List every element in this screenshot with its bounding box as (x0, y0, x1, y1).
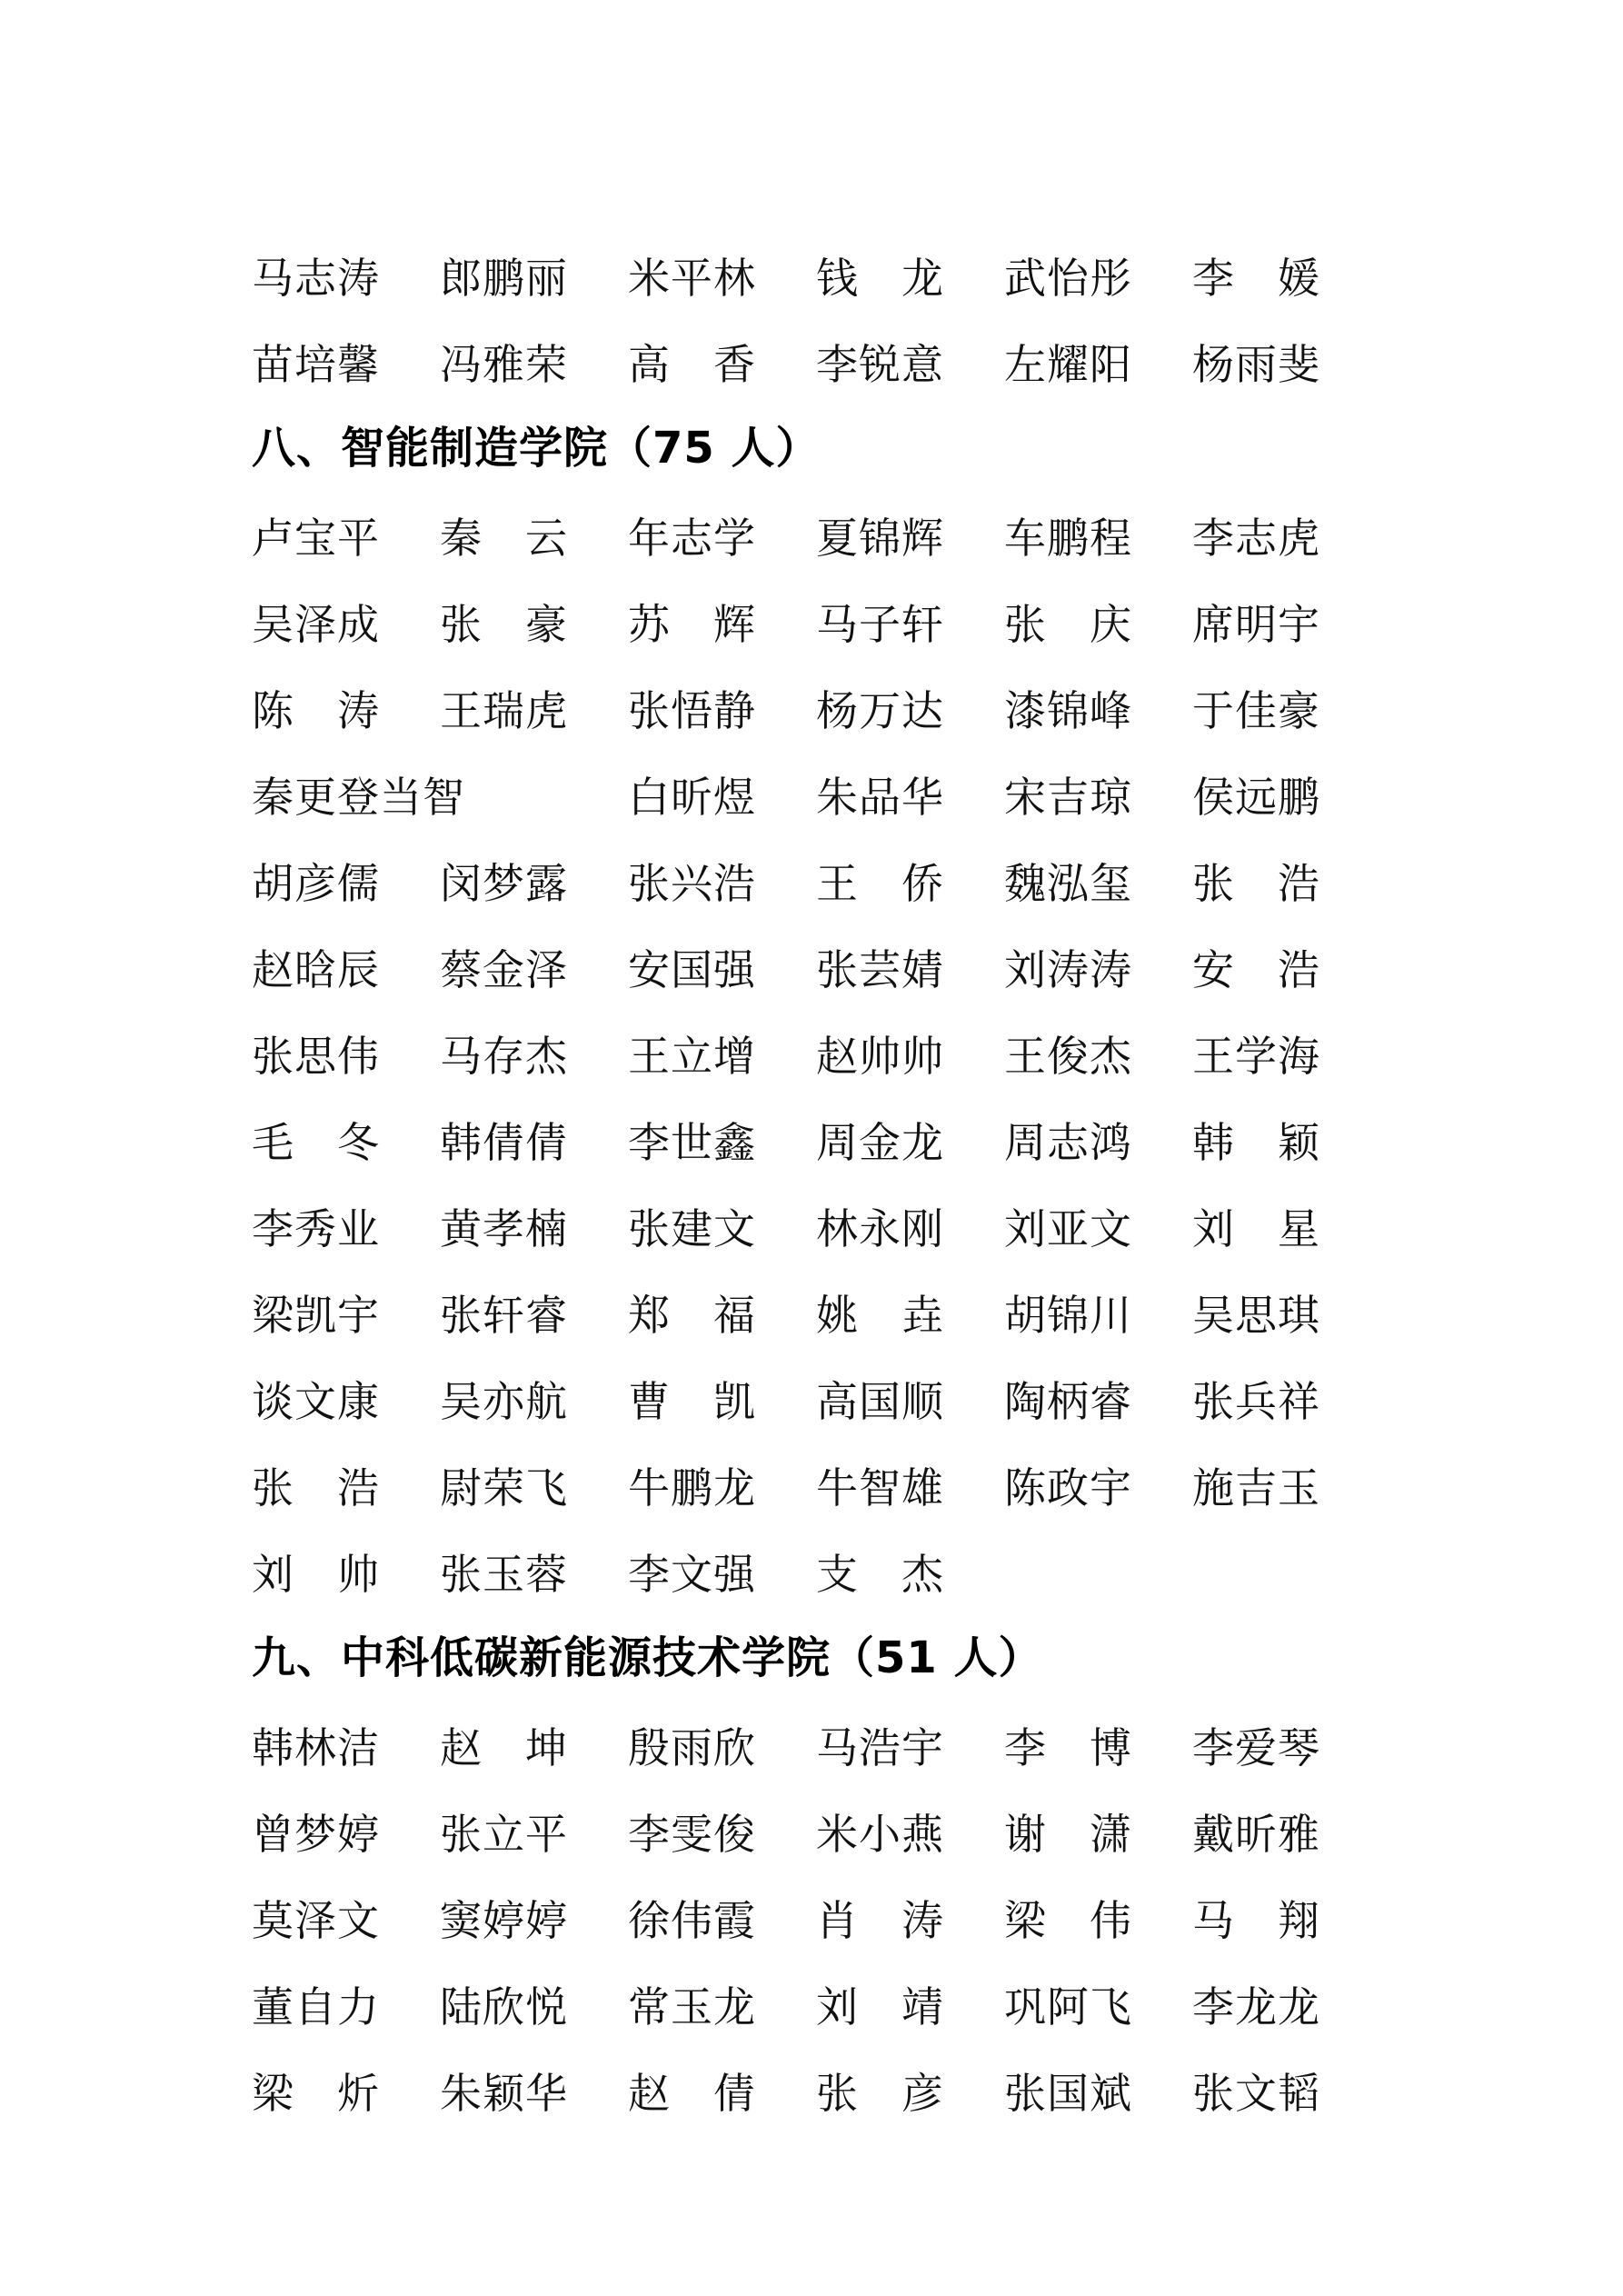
name-item: 常玉龙 (628, 1982, 756, 2031)
name-item: 赵帅帅 (816, 1031, 944, 1081)
name-item: 李 媛 (1192, 253, 1320, 303)
name-item: 冯雅荣 (440, 339, 568, 389)
name-item: 张 浩 (252, 1462, 380, 1512)
name-item: 李世鑫 (628, 1117, 756, 1167)
name-item: 梁凯宇 (252, 1290, 380, 1340)
name-item: 张兵祥 (1192, 1376, 1320, 1426)
name-item: 王 侨 (816, 858, 944, 908)
name-item: 刘 星 (1192, 1203, 1320, 1253)
name-item: 张芸婧 (816, 944, 944, 994)
name-item: 蔡金泽 (440, 944, 568, 994)
name-item: 安国强 (628, 944, 756, 994)
name-item: 漆锦峰 (1004, 685, 1132, 735)
name-item: 米平林 (628, 253, 756, 303)
name-item: 张思伟 (252, 1031, 380, 1081)
name-item: 杨万达 (816, 685, 944, 735)
name-item: 马志涛 (252, 253, 380, 303)
name-item: 年志学 (628, 513, 756, 563)
name-item: 李文强 (628, 1549, 756, 1599)
name-item: 白昕煜 (628, 772, 756, 822)
name-item: 梁 炘 (252, 2068, 380, 2118)
name-item: 董自力 (252, 1982, 380, 2031)
name-item: 张 彦 (816, 2068, 944, 2118)
name-item: 刘 靖 (816, 1982, 944, 2031)
name-item: 陶柄睿 (1004, 1376, 1132, 1426)
name-item: 张国斌 (1004, 2068, 1132, 2118)
name-item: 巩阿飞 (1004, 1982, 1132, 2031)
name-item: 张建文 (628, 1203, 756, 1253)
name-row (252, 1355, 1415, 1442)
name-row (252, 232, 1415, 318)
name-row (252, 1874, 1415, 1961)
name-item: 赵 坤 (440, 1722, 568, 1772)
section-heading: 九、中科低碳新能源技术学院（51 人） (252, 1632, 1043, 1683)
name-item: 张 豪 (440, 599, 568, 649)
name-item: 支 杰 (816, 1549, 944, 1599)
name-row (252, 1442, 1415, 1528)
name-item: 张玉蓉 (440, 1549, 568, 1599)
name-item: 钱 龙 (816, 253, 944, 303)
name-item: 牛鹏龙 (628, 1462, 756, 1512)
name-row (252, 664, 1415, 751)
name-item: 周志鸿 (1004, 1117, 1132, 1167)
name-item: 施吉玉 (1192, 1462, 1320, 1512)
name-item: 刘涛涛 (1004, 944, 1132, 994)
name-item: 朱品华 (816, 772, 944, 822)
name-item: 李 博 (1004, 1722, 1132, 1772)
name-item: 陈 涛 (252, 685, 380, 735)
name-item: 秦更登当智 (252, 772, 465, 822)
name-item: 谈文康 (252, 1376, 380, 1426)
name-item: 魏泓玺 (1004, 858, 1132, 908)
name-item: 张 浩 (1192, 858, 1320, 908)
name-row (252, 1183, 1415, 1269)
name-item: 苏 辉 (628, 599, 756, 649)
name-item: 高国顺 (816, 1376, 944, 1426)
name-row (252, 1702, 1415, 1788)
name-item: 赵晗辰 (252, 944, 380, 994)
name-row (252, 492, 1415, 578)
name-item: 张轩睿 (440, 1290, 568, 1340)
name-item: 王俊杰 (1004, 1031, 1132, 1081)
name-item: 李雯俊 (628, 1809, 756, 1859)
name-item: 胡彦儒 (252, 858, 380, 908)
name-item: 周金龙 (816, 1117, 944, 1167)
name-item: 徐伟霞 (628, 1895, 756, 1945)
name-row (252, 1010, 1415, 1096)
name-item: 尉荣飞 (440, 1462, 568, 1512)
name-item: 赵 倩 (628, 2068, 756, 2118)
name-item: 毛 冬 (252, 1117, 380, 1167)
name-item: 李志虎 (1192, 513, 1320, 563)
name-row (252, 318, 1415, 404)
name-item: 张立平 (440, 1809, 568, 1859)
name-row (252, 1096, 1415, 1183)
name-item: 韩林洁 (252, 1722, 380, 1772)
name-item: 曾梦婷 (252, 1809, 380, 1859)
name-item: 吴思琪 (1192, 1290, 1320, 1340)
name-item: 李爱琴 (1192, 1722, 1320, 1772)
name-row (252, 837, 1415, 923)
name-item: 刘 帅 (252, 1549, 380, 1599)
name-item: 王立增 (628, 1031, 756, 1081)
name-item: 李龙龙 (1192, 1982, 1320, 2031)
name-item: 王学海 (1192, 1031, 1320, 1081)
name-item: 梁 伟 (1004, 1895, 1132, 1945)
name-item: 牛智雄 (816, 1462, 944, 1512)
name-item: 胡锦川 (1004, 1290, 1132, 1340)
name-item: 郎鹏丽 (440, 253, 568, 303)
name-item: 左耀阳 (1004, 339, 1132, 389)
name-item: 姚 垚 (816, 1290, 944, 1340)
name-item: 吴亦航 (440, 1376, 568, 1426)
name-item: 安 浩 (1192, 944, 1320, 994)
name-item: 陆欣悦 (440, 1982, 568, 2031)
name-item: 车鹏程 (1004, 513, 1132, 563)
name-item: 武怡彤 (1004, 253, 1132, 303)
name-item: 谢 潇 (1004, 1809, 1132, 1859)
name-item: 殷雨欣 (628, 1722, 756, 1772)
name-row (252, 751, 1415, 837)
name-item: 于佳豪 (1192, 685, 1320, 735)
name-item: 夏锦辉 (816, 513, 944, 563)
name-item: 黄孝楠 (440, 1203, 568, 1253)
name-item: 吴泽成 (252, 599, 380, 649)
name-item: 陈政宇 (1004, 1462, 1132, 1512)
name-row (252, 2047, 1415, 2133)
name-item: 刘亚文 (1004, 1203, 1132, 1253)
name-item: 张文韬 (1192, 2068, 1320, 2118)
section-heading: 八、智能制造学院（75 人） (252, 423, 821, 474)
name-row (252, 1961, 1415, 2047)
name-item: 闵梦露 (440, 858, 568, 908)
name-item: 戴昕雅 (1192, 1809, 1320, 1859)
name-item: 秦 云 (440, 513, 568, 563)
name-item: 马 翔 (1192, 1895, 1320, 1945)
name-item: 郑 福 (628, 1290, 756, 1340)
name-row (252, 578, 1415, 664)
name-item: 张 庆 (1004, 599, 1132, 649)
name-item: 李秀业 (252, 1203, 380, 1253)
name-item: 马存杰 (440, 1031, 568, 1081)
name-item: 肖 涛 (816, 1895, 944, 1945)
name-item: 宋吉琼 (1004, 772, 1132, 822)
name-row (252, 1528, 1415, 1614)
name-row (252, 923, 1415, 1010)
name-item: 苗培馨 (252, 339, 380, 389)
name-item: 张兴浩 (628, 858, 756, 908)
name-item: 王瑞虎 (440, 685, 568, 735)
name-item: 马子轩 (816, 599, 944, 649)
name-item: 侯远鹏 (1192, 772, 1320, 822)
name-item: 林永刚 (816, 1203, 944, 1253)
document-body (252, 232, 1415, 2133)
name-item: 窦婷婷 (440, 1895, 568, 1945)
name-item: 马浩宇 (816, 1722, 944, 1772)
name-item: 杨雨斐 (1192, 339, 1320, 389)
name-row (252, 1269, 1415, 1355)
name-item: 卢宝平 (252, 513, 380, 563)
name-item: 韩 颖 (1192, 1117, 1320, 1167)
name-row (252, 1788, 1415, 1874)
name-item: 莫泽文 (252, 1895, 380, 1945)
name-item: 米小燕 (816, 1809, 944, 1859)
name-item: 席明宇 (1192, 599, 1320, 649)
name-item: 张悟静 (628, 685, 756, 735)
name-item: 韩倩倩 (440, 1117, 568, 1167)
name-item: 朱颖华 (440, 2068, 568, 2118)
name-item: 李锐意 (816, 339, 944, 389)
name-item: 高 香 (628, 339, 756, 389)
name-item: 曹 凯 (628, 1376, 756, 1426)
